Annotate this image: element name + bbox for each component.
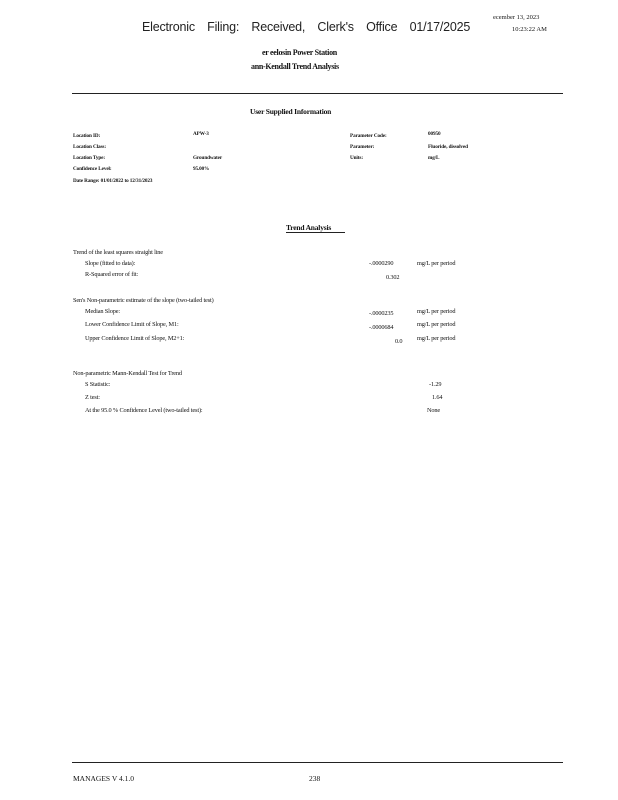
trend-heading: Trend Analysis bbox=[286, 223, 345, 233]
units-value: mg/L bbox=[428, 155, 440, 161]
slope-unit: mg/L per period bbox=[417, 260, 456, 267]
median-slope-value: -.0000235 bbox=[369, 310, 394, 317]
rsq-value: 0.302 bbox=[386, 274, 400, 281]
date-range: Date Range: 01/01/2022 to 12/31/2023 bbox=[73, 178, 153, 184]
parameter-value: Fluoride, dissolved bbox=[428, 144, 468, 150]
report-subtitle: ann-Kendall Trend Analysis bbox=[251, 62, 339, 71]
location-type-label: Location Type: bbox=[73, 155, 105, 161]
z-test-value: 1.64 bbox=[432, 394, 443, 401]
upper-limit-unit: mg/L per period bbox=[417, 335, 456, 342]
user-info-heading: User Supplied Information bbox=[250, 107, 332, 116]
location-class-label: Location Class: bbox=[73, 144, 106, 150]
s-statistic-label: S Statistic: bbox=[85, 381, 111, 388]
confidence-test-label: At the 95.0 % Confidence Level (two-tailed test): bbox=[85, 407, 203, 414]
header-divider bbox=[72, 93, 563, 94]
least-squares-title: Trend of the least squares straight line bbox=[73, 249, 163, 256]
slope-label: Slope (fitted to data): bbox=[85, 260, 136, 267]
param-code-label: Parameter Code: bbox=[350, 133, 387, 139]
mann-kendall-title: Non-parametric Mann-Kendall Test for Trend bbox=[73, 370, 182, 377]
s-statistic-value: -1.29 bbox=[429, 381, 442, 388]
lower-limit-value: -.0000684 bbox=[369, 324, 394, 331]
lower-limit-label: Lower Confidence Limit of Slope, M1: bbox=[85, 321, 179, 328]
location-id-label: Location ID: bbox=[73, 133, 101, 139]
filing-stamp: Electronic Filing: Received, Clerk's Office 01/17/2025 bbox=[142, 20, 471, 34]
print-date: ecember 13, 2023 bbox=[493, 14, 540, 21]
report-title: er eelosin Power Station bbox=[262, 48, 337, 57]
parameter-label: Parameter: bbox=[350, 144, 375, 150]
location-id-value: APW-3 bbox=[193, 131, 209, 137]
rsq-label: R-Squared error of fit: bbox=[85, 271, 139, 278]
software-version: MANAGES V 4.1.0 bbox=[73, 774, 134, 783]
median-slope-unit: mg/L per period bbox=[417, 308, 456, 315]
print-time: 10:23:22 AM bbox=[512, 26, 547, 33]
footer-divider bbox=[72, 762, 563, 763]
location-type-value: Groundwater bbox=[193, 155, 223, 161]
page-number: 238 bbox=[309, 774, 321, 783]
lower-limit-unit: mg/L per period bbox=[417, 321, 456, 328]
median-slope-label: Median Slope: bbox=[85, 308, 120, 315]
slope-value: -.0000290 bbox=[369, 260, 394, 267]
upper-limit-value: 0.0 bbox=[395, 338, 403, 345]
units-label: Units: bbox=[350, 155, 363, 161]
confidence-test-result: None bbox=[427, 407, 441, 414]
confidence-label: Confidence Level: bbox=[73, 166, 112, 172]
upper-limit-label: Upper Confidence Limit of Slope, M2+1: bbox=[85, 335, 185, 342]
param-code-value: 00950 bbox=[428, 131, 441, 137]
z-test-label: Z test: bbox=[85, 394, 100, 401]
sen-title: Sen's Non-parametric estimate of the slope (two-tailed test) bbox=[73, 297, 214, 304]
confidence-value: 95.00% bbox=[193, 166, 210, 172]
